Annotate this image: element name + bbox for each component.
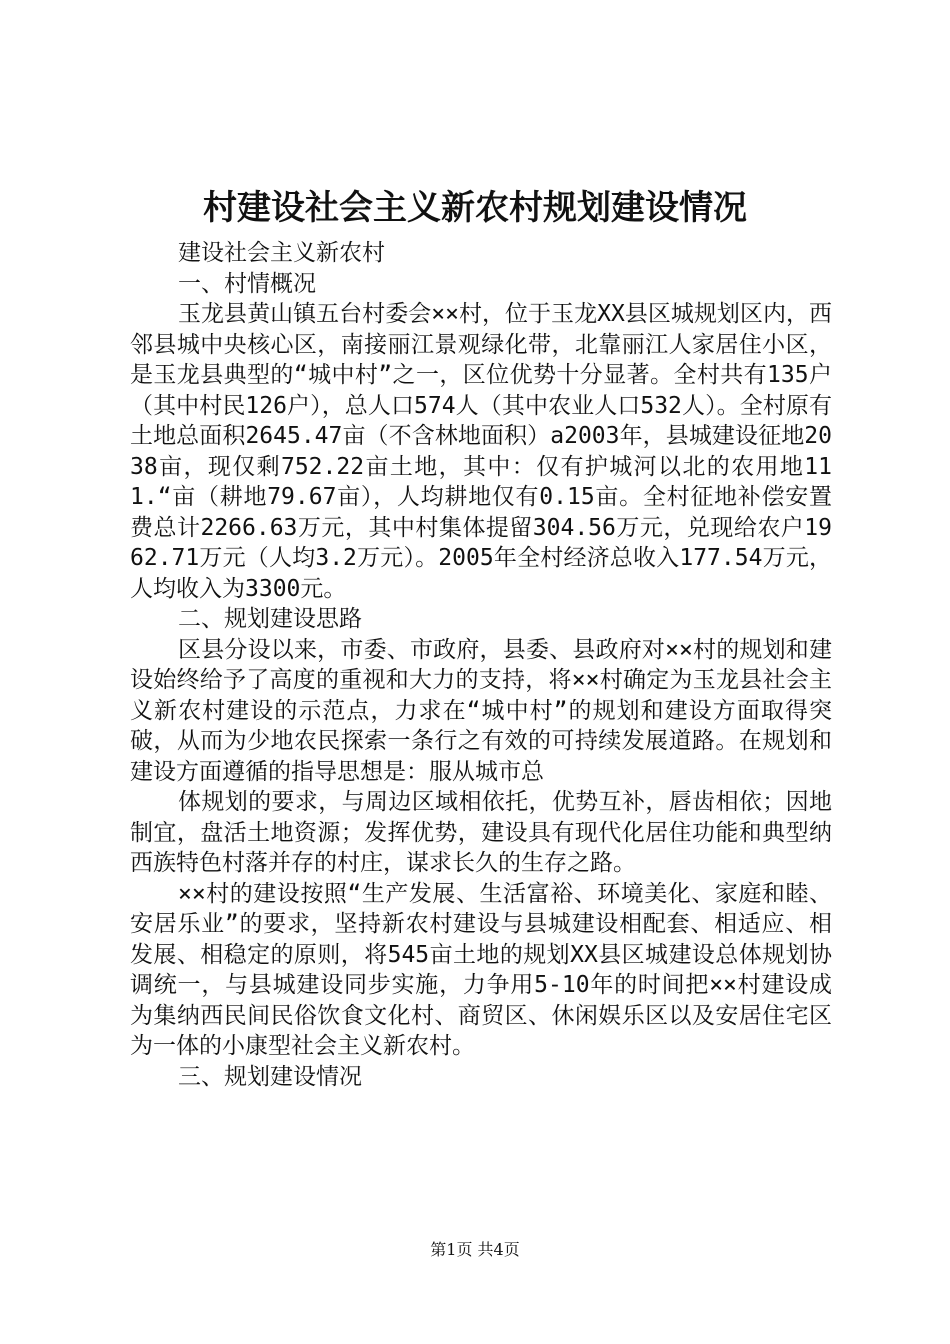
section-heading-3: 三、规划建设情况 [178,1063,362,1090]
document-title: 村建设社会主义新农村规划建设情况 [203,188,747,228]
paragraph-planning-requirements: 体规划的要求，与周边区域相依托，优势互补，唇齿相依；因地制宜，盘活土地资源；发挥优势，建设具有现代化居住功能和典型纳西族特色村落并存的村庄，谋求长久的生存之路。 [130,789,832,876]
section-heading-2: 二、规划建设思路 [178,606,362,632]
paragraph-construction-plan: ××村的建设按照“生产发展、生活富裕、环境美化、家庭和睦、安居乐业”的要求，坚持新农村建设与县城建设相配套、相适应、相发展、相稳定的原则，将545亩土地的规划XX县区城建设总体规划协调统一，与县城建设同步实施，力争用5-10年的时间把××村建设成为集纳西民间民俗饮食文化村、商贸区、休闲娱乐区以及安居住宅区为一体的小康型社会主义新农村。 [130,880,832,1059]
page-footer: 第1页 共4页 [430,1240,520,1259]
subtitle-line: 建设社会主义新农村 [178,240,385,266]
paragraph-planning-ideas: 区县分设以来，市委、市政府，县委、县政府对××村的规划和建设始终给予了高度的重视和大力的支持，将××村确定为玉龙县社会主义新农村建设的示范点，力求在“城中村”的规划和建设方面取得突破，从而为少地农民探索一条行之有效的可持续发展道路。在规划和建设方面遵循的指导思想是：服从城市总 [130,636,832,785]
section-heading-1: 一、村情概况 [178,270,316,297]
document-body [130,238,832,1092]
paragraph-village-overview: 玉龙县黄山镇五台村委会××村，位于玉龙XX县区城规划区内，西邻县城中央核心区，南接丽江景观绿化带，北靠丽江人家居住小区，是玉龙县典型的“城中村”之一，区位优势十分显著。全村共有135户（其中村民126户），总人口574人（其中农业人口532人）。全村原有土地总面积2645.47亩（不含林地面积）a2003年，县城建设征地2038亩，现仅剩752.22亩土地，其中：仅有护城河以北的农用地111.“亩（耕地79.67亩），人均耕地仅有0.15亩。全村征地补偿安置费总计2266.63万元，其中村集体提留304.56万元，兑现给农户1962.71万元（人均3.2万元）。2005年全村经济总收入177.54万元，人均收入为3300元。 [130,301,832,602]
